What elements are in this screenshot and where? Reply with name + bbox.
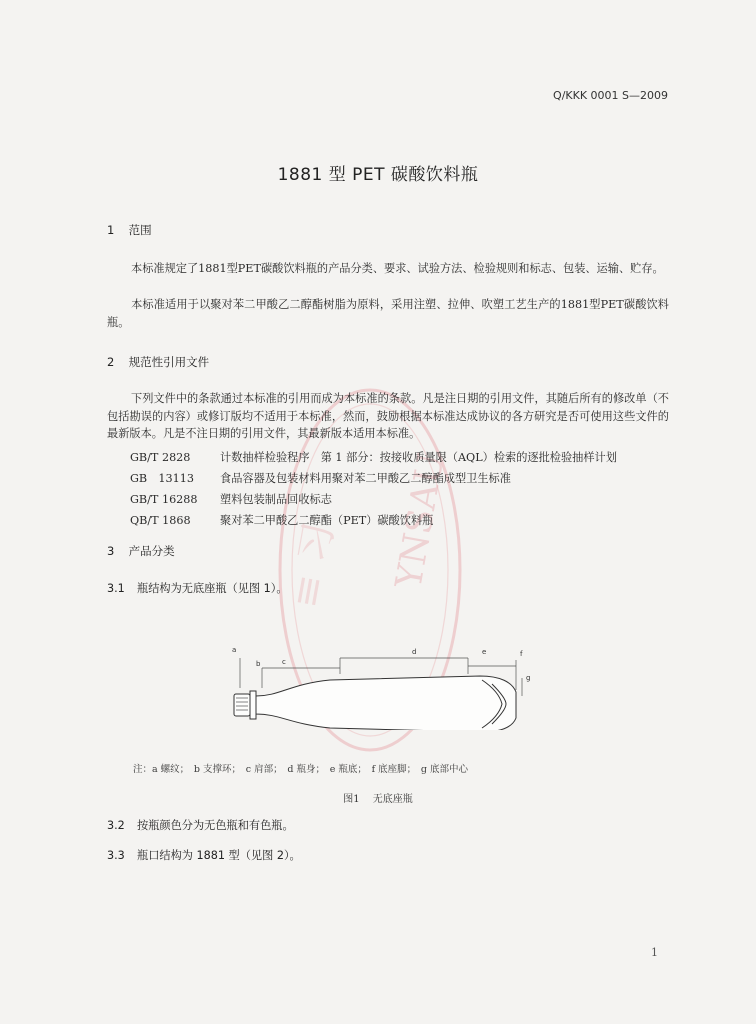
section-number: 3 <box>107 544 115 558</box>
reference-row <box>130 468 617 489</box>
label-g: g <box>526 674 531 682</box>
label-f: f <box>520 650 523 658</box>
figure-number: 图1 <box>343 794 360 805</box>
section-2-paragraph: 下列文件中的条款通过本标准的引用而成为本标准的条款。凡是注日期的引用文件，其随后所有的修改单（不包括勘误的内容）或修订版均不适用于本标准，然而，鼓励根据本标准达成协议的各方研究是否可使用这些文件的最新版本。凡是不注日期的引用文件，其最新版本适用本标准。 <box>107 392 669 440</box>
bottle-diagram <box>220 640 540 730</box>
document-title: 1881 型 PET 碳酸饮料瓶 <box>277 165 479 185</box>
reference-name: 塑料包装制品回收标志 <box>220 493 332 506</box>
reference-code: GB 13113 <box>130 472 194 485</box>
seal-text: YNSAU <box>388 450 453 592</box>
section-1-paragraph-2: 本标准适用于以聚对苯二甲酸乙二醇酯树脂为原料，采用注塑、拉伸、吹塑工艺生产的1881型PET碳酸饮料瓶。 <box>107 298 669 329</box>
reference-row <box>130 489 617 510</box>
subsection-3-2: 3.2 按瓶颜色分为无色瓶和有色瓶。 <box>107 819 294 832</box>
subsection-3-1: 3.1 瓶结构为无底座瓶（见图 1）。 <box>107 582 288 595</box>
figure-note: 注：a 螺纹； b 支撑环； c 肩部； d 瓶身； e 瓶底； f 底座脚； g 底部中心 <box>133 764 469 775</box>
figure-caption <box>0 790 756 805</box>
figure-title: 无底座瓶 <box>372 794 413 805</box>
label-c: c <box>282 658 286 666</box>
section-title: 规范性引用文件 <box>128 355 210 369</box>
subsection-3-3: 3.3 瓶口结构为 1881 型（见图 2）。 <box>107 849 301 862</box>
reference-name: 食品容器及包装材料用聚对苯二甲酸乙二醇酯成型卫生标准 <box>220 472 511 485</box>
reference-name: 聚对苯二甲酸乙二醇酯（PET）碳酸饮料瓶 <box>220 514 434 527</box>
normative-references-list <box>130 447 617 531</box>
section-2-heading <box>107 354 209 370</box>
page-number: 1 <box>651 946 658 959</box>
section-title: 产品分类 <box>128 544 175 558</box>
label-e: e <box>482 648 487 656</box>
reference-row <box>130 447 617 468</box>
section-number: 1 <box>107 223 115 237</box>
svg-text:≡ 习: ≡ 习 <box>282 518 343 612</box>
section-1-heading <box>107 222 152 238</box>
standard-number: Q/KKK 0001 S—2009 <box>553 89 668 102</box>
reference-code: GB/T 16288 <box>130 493 198 506</box>
section-title: 范围 <box>128 223 152 237</box>
label-d: d <box>412 648 417 656</box>
reference-code: QB/T 1868 <box>130 514 191 527</box>
reference-name: 计数抽样检验程序 第 1 部分：按接收质量限（AQL）检索的逐批检验抽样计划 <box>220 451 617 464</box>
section-1-paragraph-1: 本标准规定了1881型PET碳酸饮料瓶的产品分类、要求、试验方法、检验规则和标志、包装、运输、贮存。 <box>131 262 664 275</box>
label-a: a <box>232 646 237 654</box>
label-b: b <box>256 660 261 668</box>
section-3-heading <box>107 543 175 559</box>
reference-row <box>130 510 617 531</box>
section-number: 2 <box>107 355 115 369</box>
reference-code: GB/T 2828 <box>130 451 191 464</box>
